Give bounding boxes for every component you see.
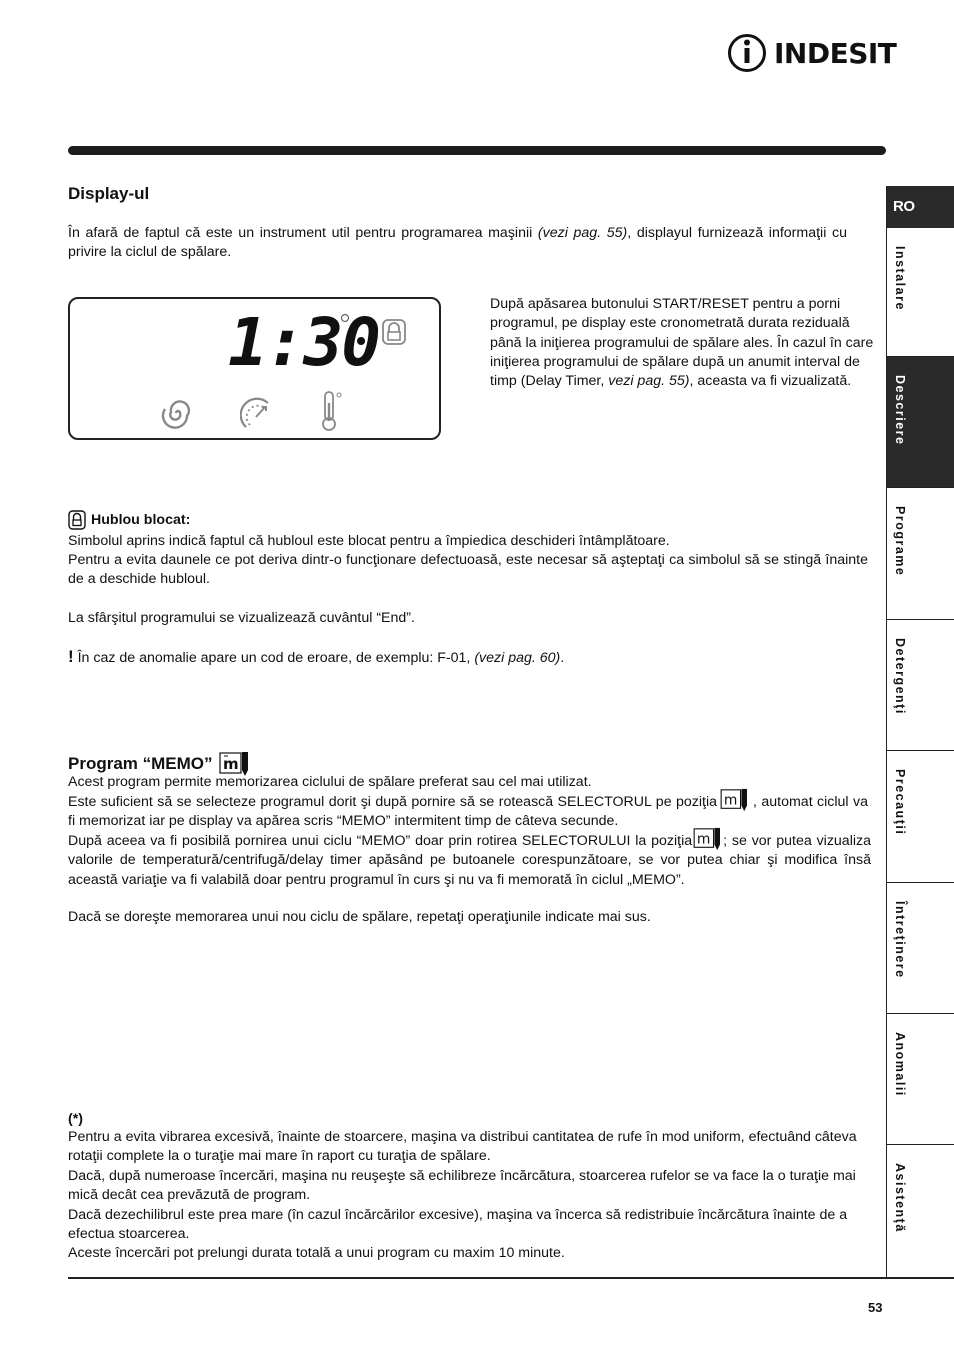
memo-p2: Este suficient să se selecteze programul dorit şi după pornire să se rotească SELECTORUL pe poziţia m , automat ciclul va fi memorizat iar pe display va apărea scris “MEMO” intermitent timp de câteva secunde. — [68, 792, 868, 832]
warning-mark: ! — [68, 647, 74, 666]
svg-text:m: m — [697, 831, 711, 848]
note-p4: Aceste încercări pot prelungi durata totală a unui program cu maxim 10 minute. — [68, 1245, 565, 1261]
sidebar-item-descriere[interactable]: Descriere — [887, 357, 954, 488]
sidebar-item-intretinere[interactable]: Întreţinere — [887, 883, 954, 1014]
sidebar-language: RO — [887, 186, 954, 228]
lock-heading: Hublou blocat: — [68, 510, 190, 530]
lock-icon — [68, 510, 86, 530]
section-title: Display-ul — [68, 184, 150, 203]
sidebar-item-precautii[interactable]: Precauţii — [887, 751, 954, 883]
footer-rule — [68, 1277, 954, 1279]
sidebar-item-asistenta[interactable]: Asistenţă — [893, 1163, 907, 1233]
temperature-icon — [316, 389, 346, 433]
memo-p4: Dacă se doreşte memorarea unui nou ciclu de spălare, repetaţi operaţiunile indicate mai sus. — [68, 909, 651, 925]
display-description: După apăsarea butonului START/RESET pentru a porni programul, pe display este cronometrată durata reziduală până la iniţierea programului de spălare ales. În cazul în care iniţierea programului de spălare după un anumit interval de timp (Delay Timer, vezi pag. 55), aceasta va fi vizualizată. — [490, 296, 874, 390]
door-lock-icon — [381, 317, 407, 347]
svg-text:m: m — [222, 755, 239, 773]
degree-icon — [340, 313, 352, 325]
memo-icon — [719, 788, 751, 812]
display-panel — [68, 297, 441, 440]
header-rule — [68, 146, 886, 155]
sidebar — [886, 186, 954, 1278]
memo-title: Program “MEMO” m — [68, 751, 251, 777]
svg-text:m: m — [723, 792, 738, 809]
brand-logo — [726, 33, 896, 73]
note-title: (*) — [68, 1111, 83, 1127]
spin-icon — [160, 395, 196, 431]
display-time: 1:30 — [228, 304, 379, 381]
end-text: La sfârşitul programului se vizualizează cuvântul “End”. — [68, 610, 415, 626]
sidebar-item-detergenti[interactable]: Detergenţi — [887, 620, 954, 751]
lock-line-2: Pentru a evita daunele ce pot deriva dintr-o funcţionare defectuoasă, este necesar să aşteptaţi ca simbolul să se stingă înainte de a deschide hubloul. — [68, 552, 868, 588]
sidebar-item-anomalii[interactable]: Anomalii — [887, 1014, 954, 1145]
note-p1: Pentru a evita vibrarea excesivă, înainte de stoarcere, maşina va distribui cantitatea de rufe în mod uniform, efectuând câteva rotaţii complete la o turaţie mai mare în raport cu turaţia de spălare. — [68, 1129, 857, 1165]
brand-name: INDESIT — [774, 36, 897, 70]
memo-icon — [693, 827, 723, 851]
lock-line-1: Simbolul aprins indică faptul că hubloul este blocat pentru a împiedica deschideri întâmplătoare. — [68, 533, 670, 549]
sidebar-item-programe[interactable]: Programe — [887, 488, 954, 620]
note-p3: Dacă dezechilibrul este prea mare (în cazul încărcărilor excesive), maşina va încerca să redistribuie încărcătura înainte de a efectua stoarcerea. — [68, 1207, 848, 1243]
intro-paragraph: În afară de faptul că este un instrument util pentru programarea maşinii (vezi pag. 55), displayul furnizează informaţii cu privire la ciclul de spălare. — [68, 225, 847, 261]
note-p2: Dacă, după numeroase încercări, maşina nu reuşeşte să echilibreze încărcătura, stoarcerea rufelor se va face la o turaţie mai mică decât cea prevăzută de program. — [68, 1168, 856, 1204]
page-number: 53 — [868, 1300, 883, 1315]
indesit-logo-icon — [726, 33, 768, 73]
delay-timer-icon — [240, 395, 274, 431]
memo-p3: După aceea va fi posibilă pornirea unui ciclu “MEMO” doar prin rotirea SELECTORULUI la poziţia m ; se vor putea vizualiza valorile de temperatură/centrifugă/delay timer apăsând pe butoanele corespunzătoare, se vor putea chiar şi modifica însă această variaţie va fi valabilă doar pentru programul în curs şi nu va fi memorată în ciclul „MEMO”. — [68, 831, 871, 890]
memo-p1: Acest program permite memorizarea ciclului de spălare preferat sau cel mai utilizat. — [68, 774, 592, 790]
error-text: ! În caz de anomalie apare un cod de eroare, de exemplu: F-01, (vezi pag. 60). — [68, 647, 565, 666]
sidebar-item-instalare[interactable]: Instalare — [887, 228, 954, 357]
